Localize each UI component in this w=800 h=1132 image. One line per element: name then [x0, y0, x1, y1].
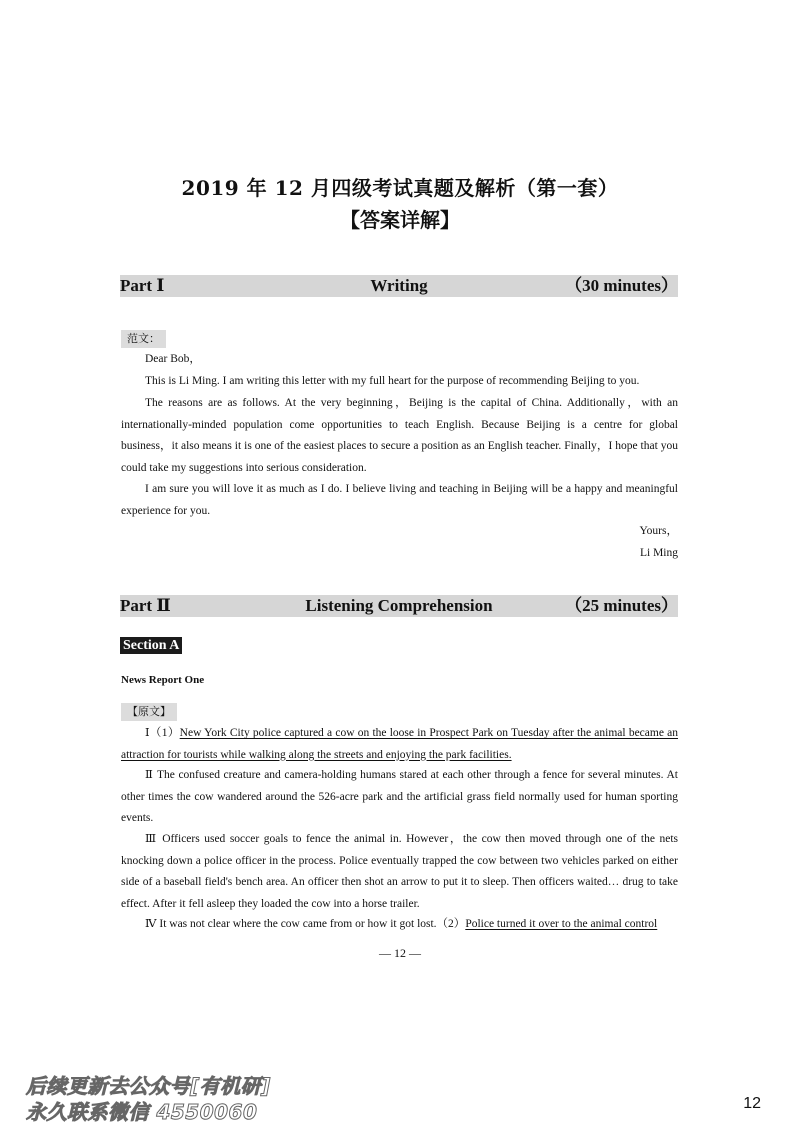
original-text-tag: 【原文】 — [121, 703, 177, 721]
part-2-title: Listening Comprehension — [305, 596, 493, 615]
letter-salutation: Dear Bob， — [145, 353, 201, 365]
letter-paragraph-2: The reasons are as follows. At the very beginning，Beijing is the capital of China. Additionally，with an internationally-minded population come opportunities to teach English. Because Beijing is a centre for global business，it also means it is one of the easiest places to secure a position as an English teacher. Finally，I hope that you could take my suggestions into serious consideration. — [121, 397, 678, 474]
letter-paragraph-3: I am sure you will love it as much as I do. I believe living and teaching in Beijing will be a happy and meaningful experience for you. — [121, 483, 678, 517]
transcript-paragraph-3: Ⅲ Officers used soccer goals to fence the animal in. However，the cow then moved through one of the nets knocking down a police officer in the process. Police eventually trapped the cow between two vehicles parked on either side of a baseball field's bench area. An officer then shot an arrow to put it to sleep. Then officers waited… drug to take effect. After it fell asleep they loaded the cow into a horse trailer. — [121, 833, 678, 910]
section-a-label: Section A — [120, 637, 182, 654]
page-number-center: — 12 — — [379, 946, 421, 960]
part-1-title: Writing — [370, 276, 428, 295]
paragraph-1-label: Ⅰ（1） — [145, 727, 180, 739]
part-2-label: Part Ⅱ — [120, 596, 171, 615]
transcript-paragraph-2: Ⅱ The confused creature and camera-holding humans stared at each other through a fence for several minutes. At other times the cow wandered around the 526-acre park and the artificial grass field normally used for human sporting events. — [121, 769, 678, 824]
document-title: 2019 年 12 月四级考试真题及解析（第一套） — [181, 176, 619, 200]
part-2-time: （25 minutes） — [565, 596, 678, 615]
watermark-line-1: 后续更新去公众号[有机研] — [26, 1074, 271, 1098]
page-number: 12 — [743, 1095, 761, 1112]
part-2-header — [120, 595, 678, 617]
transcript-paragraph-4 — [121, 914, 678, 936]
part-1-label: Part Ⅰ — [120, 276, 165, 295]
letter-paragraph-1: This is Li Ming. I am writing this letter with my full heart for the purpose of recommending Beijing to you. — [145, 375, 640, 387]
paragraph-4-text: Ⅳ It was not clear where the cow came from or how it got lost.（2） — [145, 918, 466, 930]
answer-sentence-2: Police turned it over to the animal control — [465, 918, 658, 930]
sample-essay-tag: 范文： — [121, 330, 166, 348]
news-report-title: News Report One — [121, 674, 205, 686]
letter-closing: Yours， — [639, 525, 678, 537]
watermark-line-2: 永久联系微信 4550060 — [26, 1100, 258, 1124]
answer-sentence-1: New York City police captured a cow on the loose in Prospect Park on Tuesday after the animal became an attraction for tourists while walking along the streets and enjoying the park facilities. — [121, 727, 679, 761]
letter-signature: Li Ming — [639, 547, 678, 559]
document-subtitle: 【答案详解】 — [340, 208, 460, 232]
part-1-header — [120, 275, 678, 297]
watermark — [26, 1073, 326, 1125]
part-1-time: （30 minutes） — [565, 276, 678, 295]
transcript-paragraph-1 — [121, 723, 678, 766]
